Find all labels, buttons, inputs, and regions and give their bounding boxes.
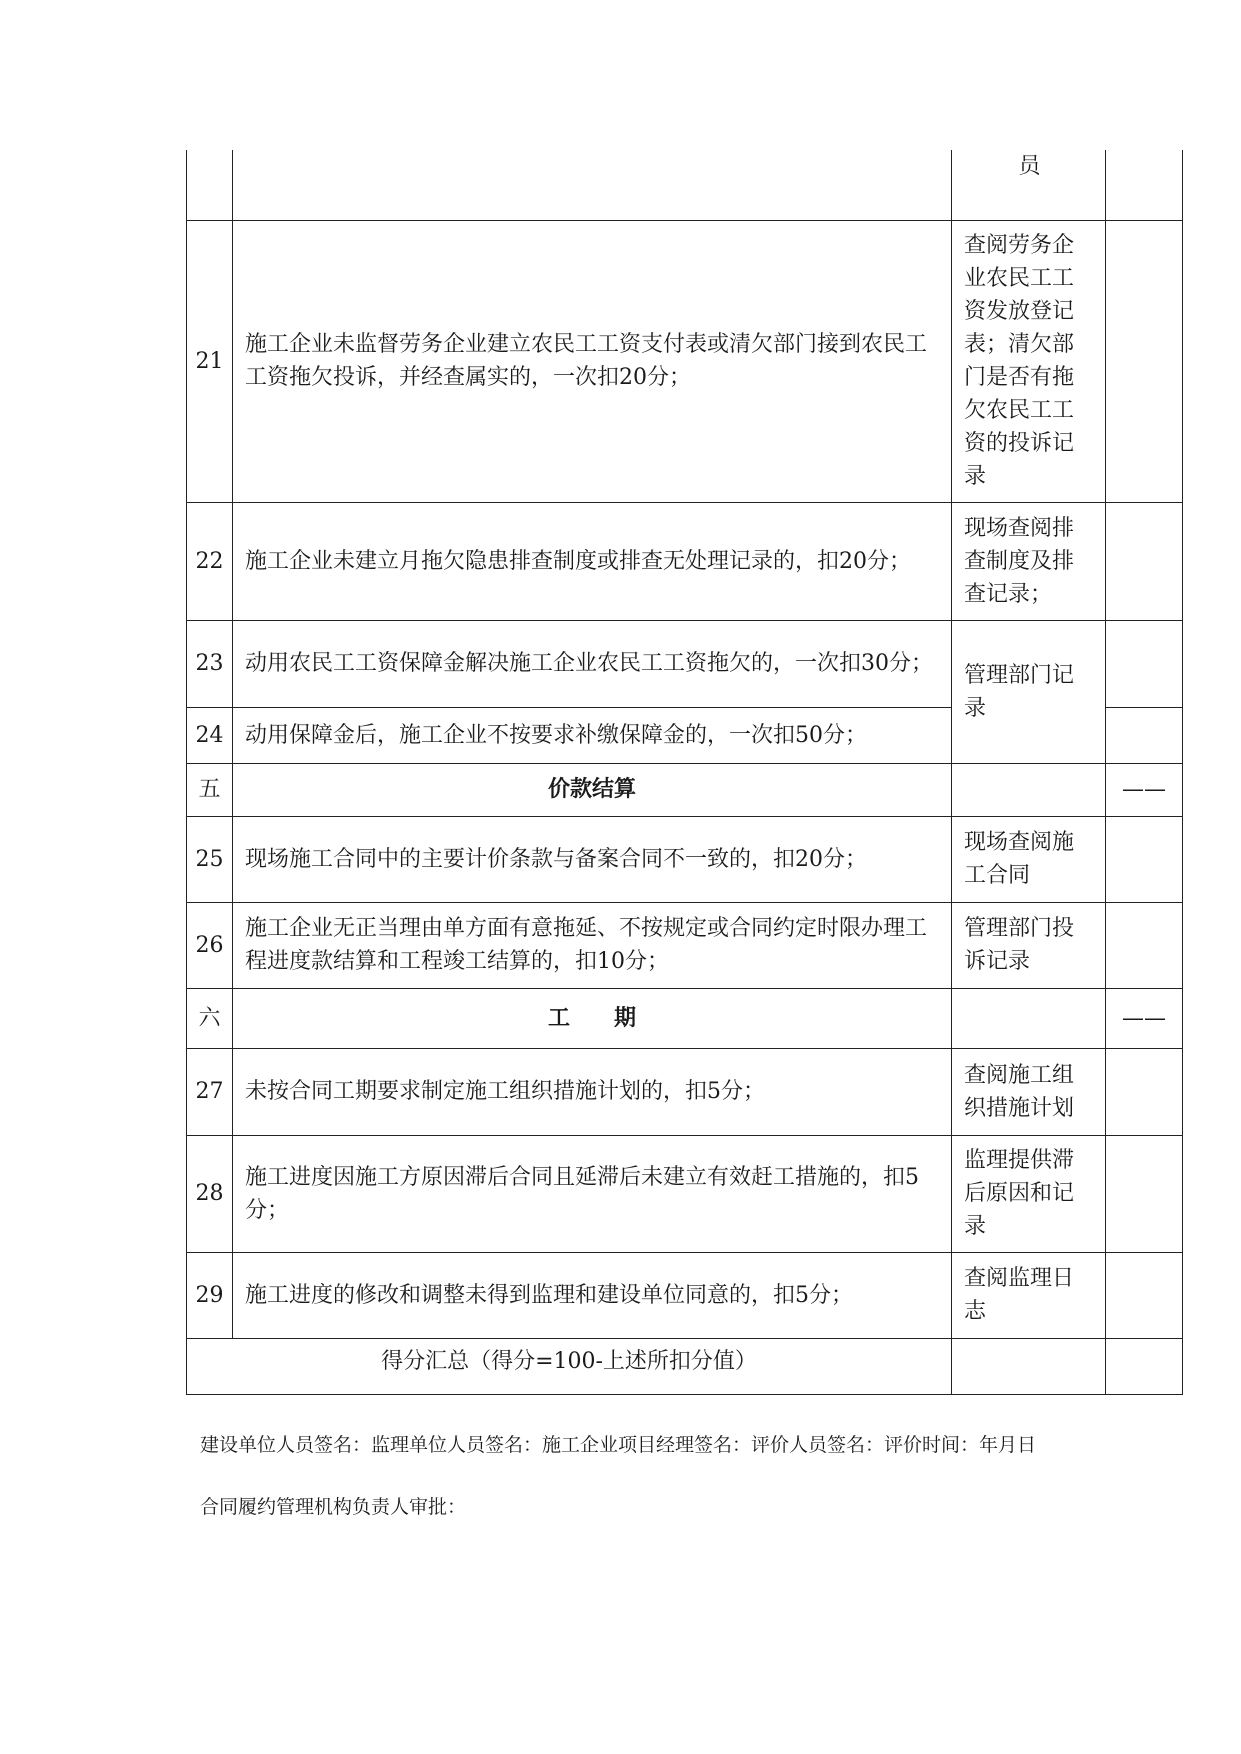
section-header-row <box>187 763 1183 816</box>
table-row <box>187 1048 1183 1135</box>
section-score: —— <box>1106 988 1183 1048</box>
row-score <box>1106 502 1183 620</box>
summary-score-cell <box>1106 1338 1183 1394</box>
row-score <box>1106 1252 1183 1338</box>
row-check-method: 管理部门记录 <box>952 620 1106 763</box>
row-score-cell <box>1106 150 1183 220</box>
row-check-method: 查阅施工组织措施计划 <box>952 1048 1106 1135</box>
row-number: 28 <box>187 1135 233 1252</box>
section-score: —— <box>1106 763 1183 816</box>
row-check-method: 管理部门投诉记录 <box>952 902 1106 988</box>
section-method-cell <box>952 988 1106 1048</box>
approval-line: 合同履约管理机构负责人审批： <box>200 1496 467 1518</box>
row-method-cell: 员 <box>952 150 1106 220</box>
table-row <box>187 1252 1183 1338</box>
row-score <box>1106 816 1183 902</box>
table-row-continuation <box>187 150 1183 220</box>
signature-line: 建设单位人员签名：监理单位人员签名：施工企业项目经理签名：评价人员签名：评价时间：年月日 <box>200 1434 1037 1456</box>
section-title: 价款结算 <box>233 763 952 816</box>
row-content: 施工企业未监督劳务企业建立农民工工资支付表或清欠部门接到农民工工资拖欠投诉，并经查属实的，一次扣20分； <box>233 220 952 502</box>
summary-method-cell <box>952 1338 1106 1394</box>
row-content-cell <box>233 150 952 220</box>
row-number: 25 <box>187 816 233 902</box>
row-content: 未按合同工期要求制定施工组织措施计划的，扣5分； <box>233 1048 952 1135</box>
row-content: 施工企业无正当理由单方面有意拖延、不按规定或合同约定时限办理工程进度款结算和工程竣工结算的，扣10分； <box>233 902 952 988</box>
row-score <box>1106 707 1183 763</box>
row-check-method: 现场查阅施工合同 <box>952 816 1106 902</box>
table-row <box>187 1135 1183 1252</box>
section-number: 六 <box>187 988 233 1048</box>
row-content: 动用保障金后，施工企业不按要求补缴保障金的，一次扣50分； <box>233 707 952 763</box>
table-row <box>187 816 1183 902</box>
row-number: 22 <box>187 502 233 620</box>
summary-row <box>187 1338 1183 1394</box>
row-number: 27 <box>187 1048 233 1135</box>
section-number: 五 <box>187 763 233 816</box>
row-score <box>1106 220 1183 502</box>
section-method-cell <box>952 763 1106 816</box>
row-number: 29 <box>187 1252 233 1338</box>
row-check-method: 查阅劳务企业农民工工资发放登记表；清欠部门是否有拖欠农民工工资的投诉记录 <box>952 220 1106 502</box>
row-number: 24 <box>187 707 233 763</box>
section-title: 工 期 <box>233 988 952 1048</box>
row-number: 23 <box>187 620 233 707</box>
row-content: 施工企业未建立月拖欠隐患排查制度或排查无处理记录的，扣20分； <box>233 502 952 620</box>
score-summary: 得分汇总（得分=100-上述所扣分值） <box>187 1338 952 1394</box>
row-content: 现场施工合同中的主要计价条款与备案合同不一致的，扣20分； <box>233 816 952 902</box>
row-check-method: 现场查阅排查制度及排查记录； <box>952 502 1106 620</box>
table-row <box>187 902 1183 988</box>
evaluation-table <box>186 150 1183 1395</box>
row-number-cell <box>187 150 233 220</box>
row-number: 21 <box>187 220 233 502</box>
row-check-method: 查阅监理日志 <box>952 1252 1106 1338</box>
row-number: 26 <box>187 902 233 988</box>
table-row <box>187 220 1183 502</box>
table-row <box>187 620 1183 707</box>
row-score <box>1106 902 1183 988</box>
row-score <box>1106 620 1183 707</box>
table-row <box>187 502 1183 620</box>
row-content: 动用农民工工资保障金解决施工企业农民工工资拖欠的，一次扣30分； <box>233 620 952 707</box>
row-content: 施工进度因施工方原因滞后合同且延滞后未建立有效赶工措施的，扣5分； <box>233 1135 952 1252</box>
row-content: 施工进度的修改和调整未得到监理和建设单位同意的，扣5分； <box>233 1252 952 1338</box>
row-score <box>1106 1048 1183 1135</box>
section-header-row <box>187 988 1183 1048</box>
row-score <box>1106 1135 1183 1252</box>
row-check-method: 监理提供滞后原因和记录 <box>952 1135 1106 1252</box>
